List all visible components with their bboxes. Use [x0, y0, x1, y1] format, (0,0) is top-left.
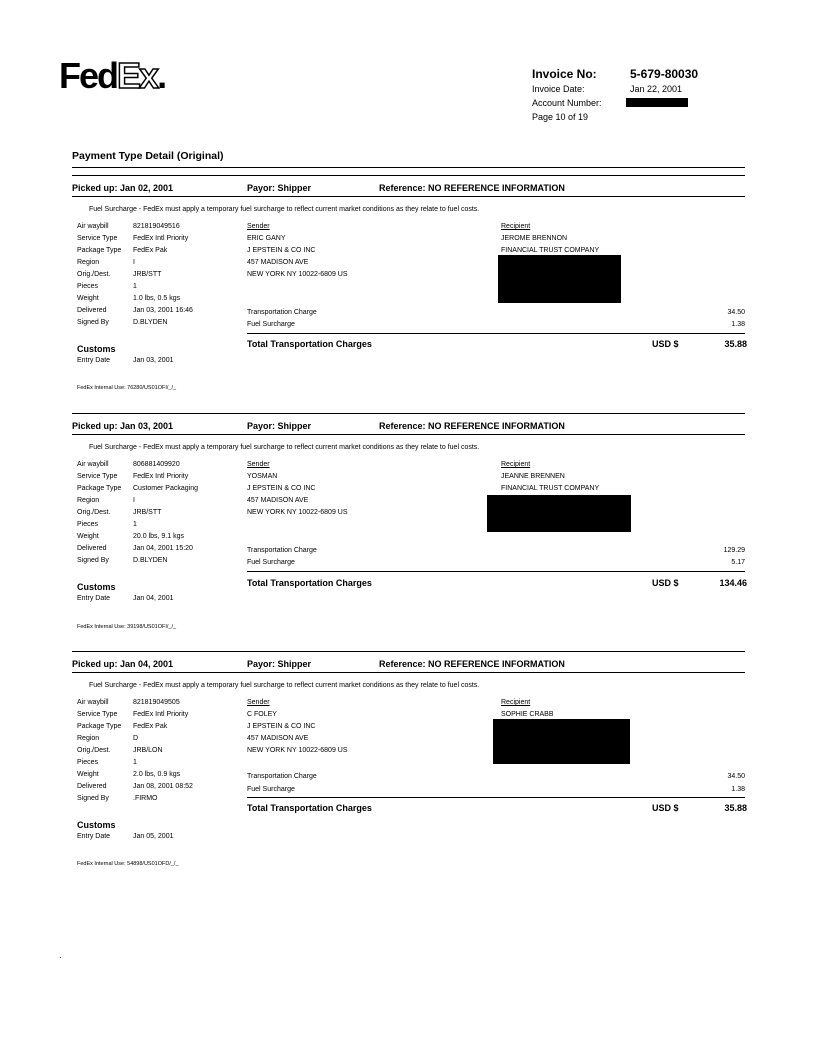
- delivered: Jan 08, 2001 08:52: [133, 783, 193, 790]
- weight: 1.0 lbs, 0.5 kgs: [133, 295, 181, 302]
- section-header-rule: [72, 434, 745, 435]
- air-waybill: 821819049516: [133, 223, 180, 230]
- label-pieces: Pieces: [77, 521, 99, 528]
- sender-line: NEW YORK NY 10022-6809 US: [247, 747, 348, 754]
- total-label: Total Transportation Charges: [247, 578, 372, 588]
- entry-date-label: Entry Date: [77, 833, 111, 840]
- sender-line: C FOLEY: [247, 711, 277, 718]
- reference: Reference: NO REFERENCE INFORMATION: [379, 659, 565, 669]
- sender-heading: Sender: [247, 461, 270, 468]
- label-delivered: Delivered: [77, 783, 107, 790]
- fuel-surcharge-label: Fuel Surcharge: [247, 786, 295, 793]
- total-amount: 35.88: [724, 339, 747, 349]
- label-package-type: Package Type: [77, 247, 122, 254]
- package-type: Customer Packaging: [133, 485, 198, 492]
- label-delivered: Delivered: [77, 545, 107, 552]
- currency: USD $: [652, 339, 679, 349]
- sender-heading: Sender: [247, 699, 270, 706]
- label-service-type: Service Type: [77, 235, 118, 242]
- recipient-address-redaction: [487, 495, 631, 532]
- recipient-line: JEROME BRENNON: [501, 235, 568, 242]
- weight: 20.0 lbs, 9.1 kgs: [133, 533, 184, 540]
- label-signed-by: Signed By: [77, 795, 109, 802]
- transportation-charge: 34.50: [727, 773, 745, 780]
- picked-up: Picked up: Jan 04, 2001: [72, 659, 174, 669]
- fuel-surcharge-note: Fuel Surcharge - FedEx must apply a temporary fuel surcharge to reflect current market conditions as they relate to fuel costs.: [89, 444, 480, 451]
- air-waybill: 806881409920: [133, 461, 180, 468]
- recipient-heading: Recipient: [501, 223, 531, 230]
- fuel-surcharge-note: Fuel Surcharge - FedEx must apply a temporary fuel surcharge to reflect current market conditions as they relate to fuel costs.: [89, 682, 480, 689]
- sender-block: [247, 697, 348, 757]
- transportation-charge-label: Transportation Charge: [247, 309, 317, 316]
- label-orig-dest: Orig./Dest.: [77, 509, 111, 516]
- section-header-rule: [72, 196, 745, 197]
- shipment-values: [133, 697, 193, 805]
- recipient-line: FINANCIAL TRUST COMPANY: [501, 485, 600, 492]
- label-signed-by: Signed By: [77, 557, 109, 564]
- invoice-no: 5-679-80030: [630, 67, 699, 81]
- package-type: FedEx Pak: [133, 723, 168, 730]
- transportation-charge-label: Transportation Charge: [247, 773, 317, 780]
- page-number: Page 10 of 19: [532, 112, 589, 122]
- label-pieces: Pieces: [77, 283, 99, 290]
- service-type: FedEx Intl Priority: [133, 711, 189, 718]
- shipment-values: [133, 459, 198, 567]
- label-weight: Weight: [77, 533, 99, 540]
- shipment-labels: [77, 221, 121, 329]
- sender-line: YOSMAN: [247, 473, 278, 480]
- label-pieces: Pieces: [77, 759, 99, 766]
- shipment-values: [133, 221, 193, 329]
- transportation-charge: 129.29: [723, 547, 745, 554]
- shipment-labels: [77, 697, 121, 805]
- total-label: Total Transportation Charges: [247, 803, 372, 813]
- logo-dot: .: [157, 55, 166, 96]
- picked-up: Picked up: Jan 02, 2001: [72, 183, 174, 193]
- service-type: FedEx Intl Priority: [133, 473, 189, 480]
- total-rule: [247, 571, 745, 572]
- recipient-block: [501, 221, 599, 257]
- package-type: FedEx Pak: [133, 247, 168, 254]
- transportation-charge-label: Transportation Charge: [247, 547, 317, 554]
- entry-date: Jan 03, 2001: [133, 357, 174, 364]
- service-type: FedEx Intl Priority: [133, 235, 189, 242]
- title-divider: [72, 167, 745, 168]
- sender-line: J EPSTEIN & CO INC: [247, 723, 316, 730]
- sender-line: 457 MADISON AVE: [247, 259, 309, 266]
- orig-dest: JRB/STT: [133, 509, 162, 516]
- label-air-waybill: Air waybill: [77, 223, 109, 230]
- customs-heading: Customs: [77, 820, 116, 830]
- label-region: Region: [77, 497, 100, 504]
- weight: 2.0 lbs, 0.9 kgs: [133, 771, 181, 778]
- reference: Reference: NO REFERENCE INFORMATION: [379, 421, 565, 431]
- region: I: [133, 497, 135, 504]
- label-signed-by: Signed By: [77, 319, 109, 326]
- fuel-surcharge: 1.38: [731, 786, 745, 793]
- label-package-type: Package Type: [77, 723, 122, 730]
- account-number-label: Account Number:: [532, 98, 602, 108]
- label-package-type: Package Type: [77, 485, 122, 492]
- fuel-surcharge-label: Fuel Surcharge: [247, 559, 295, 566]
- orig-dest: JRB/STT: [133, 271, 162, 278]
- section-header-rule: [72, 672, 745, 673]
- invoice-no-label: Invoice No:: [532, 67, 597, 81]
- sender-line: NEW YORK NY 10022-6809 US: [247, 271, 348, 278]
- entry-date: Jan 05, 2001: [133, 833, 174, 840]
- internal-use: FedEx Internal Use: 54898/US01OFD/_/_: [77, 861, 179, 867]
- pieces: 1: [133, 759, 137, 766]
- label-weight: Weight: [77, 295, 99, 302]
- section-top-rule: [72, 651, 745, 652]
- invoice-date: Jan 22, 2001: [630, 84, 683, 94]
- delivered: Jan 04, 2001 15:20: [133, 545, 193, 552]
- shipment-labels: [77, 459, 121, 567]
- currency: USD $: [652, 578, 679, 588]
- label-delivered: Delivered: [77, 307, 107, 314]
- pieces: 1: [133, 283, 137, 290]
- customs-heading: Customs: [77, 582, 116, 592]
- total-amount: 134.46: [719, 578, 747, 588]
- logo-ex: Ex: [117, 55, 158, 96]
- recipient-line: JEANNE BRENNEN: [501, 473, 565, 480]
- sender-line: 457 MADISON AVE: [247, 735, 309, 742]
- recipient-block: [501, 459, 599, 495]
- entry-date-label: Entry Date: [77, 357, 111, 364]
- invoice-date-label: Invoice Date:: [532, 84, 585, 94]
- label-region: Region: [77, 735, 100, 742]
- recipient-block: [501, 697, 554, 721]
- reference: Reference: NO REFERENCE INFORMATION: [379, 183, 565, 193]
- signed-by: .FIRMO: [133, 795, 158, 802]
- label-service-type: Service Type: [77, 711, 118, 718]
- fuel-surcharge-label: Fuel Surcharge: [247, 321, 295, 328]
- currency: USD $: [652, 803, 679, 813]
- sender-block: [247, 459, 348, 519]
- entry-date: Jan 04, 2001: [133, 595, 174, 602]
- internal-use: FedEx Internal Use: 76280/US01OFI/_/_: [77, 385, 177, 391]
- transportation-charge: 34.50: [727, 309, 745, 316]
- sender-line: 457 MADISON AVE: [247, 497, 309, 504]
- signed-by: D.BLYDEN: [133, 319, 168, 326]
- picked-up: Picked up: Jan 03, 2001: [72, 421, 174, 431]
- label-orig-dest: Orig./Dest.: [77, 747, 111, 754]
- internal-use: FedEx Internal Use: 39198/US01OFI/_/_: [77, 624, 177, 630]
- payor: Payor: Shipper: [247, 183, 312, 193]
- section-top-rule: [72, 175, 745, 176]
- recipient-line: FINANCIAL TRUST COMPANY: [501, 247, 600, 254]
- label-service-type: Service Type: [77, 473, 118, 480]
- sender-line: ERIC GANY: [247, 235, 286, 242]
- account-number-redaction: [626, 98, 688, 107]
- recipient-address-redaction: [493, 719, 630, 764]
- customs-heading: Customs: [77, 344, 116, 354]
- recipient-line: SOPHIE CRABB: [501, 711, 554, 718]
- delivered: Jan 03, 2001 16:46: [133, 307, 193, 314]
- label-region: Region: [77, 259, 100, 266]
- payor: Payor: Shipper: [247, 421, 312, 431]
- fuel-surcharge: 5.17: [731, 559, 745, 566]
- footer-mark: .: [59, 950, 62, 960]
- air-waybill: 821819049505: [133, 699, 180, 706]
- total-label: Total Transportation Charges: [247, 339, 372, 349]
- total-rule: [247, 333, 745, 334]
- logo-fed: Fed: [59, 55, 118, 96]
- signed-by: D.BLYDEN: [133, 557, 168, 564]
- region: I: [133, 259, 135, 266]
- orig-dest: JRB/LON: [133, 747, 163, 754]
- payor: Payor: Shipper: [247, 659, 312, 669]
- pieces: 1: [133, 521, 137, 528]
- fuel-surcharge-note: Fuel Surcharge - FedEx must apply a temporary fuel surcharge to reflect current market conditions as they relate to fuel costs.: [89, 206, 480, 213]
- sender-line: J EPSTEIN & CO INC: [247, 247, 316, 254]
- page-title: Payment Type Detail (Original): [72, 150, 224, 162]
- sender-line: J EPSTEIN & CO INC: [247, 485, 316, 492]
- sender-block: [247, 221, 348, 281]
- label-orig-dest: Orig./Dest.: [77, 271, 111, 278]
- sender-heading: Sender: [247, 223, 270, 230]
- label-air-waybill: Air waybill: [77, 699, 109, 706]
- region: D: [133, 735, 139, 742]
- fuel-surcharge: 1.38: [731, 321, 745, 328]
- fedex-logo: [59, 55, 166, 96]
- total-amount: 35.88: [724, 803, 747, 813]
- label-air-waybill: Air waybill: [77, 461, 109, 468]
- total-rule: [247, 797, 745, 798]
- sender-line: NEW YORK NY 10022-6809 US: [247, 509, 348, 516]
- label-weight: Weight: [77, 771, 99, 778]
- section-top-rule: [72, 413, 745, 414]
- recipient-heading: Recipient: [501, 461, 531, 468]
- entry-date-label: Entry Date: [77, 595, 111, 602]
- recipient-address-redaction: [498, 255, 621, 303]
- recipient-heading: Recipient: [501, 699, 531, 706]
